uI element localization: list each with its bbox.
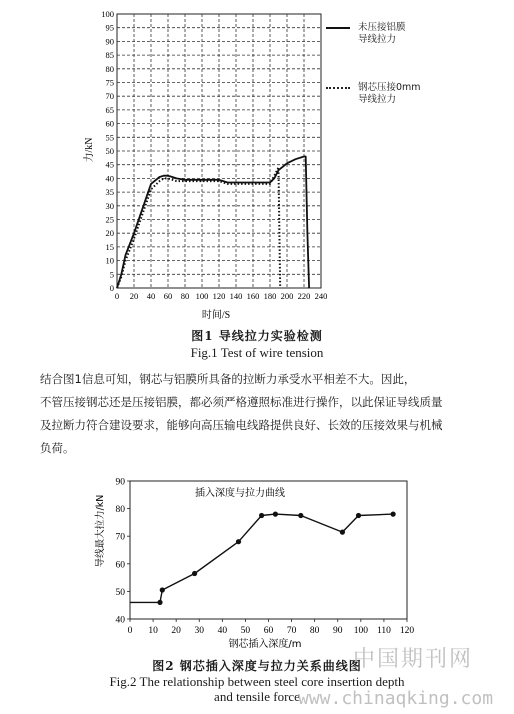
figure1-y-tick-label: 30 <box>105 200 114 211</box>
figure1-y-axis-label: 力/kN <box>84 137 95 163</box>
figure1-x-tick-label: 240 <box>314 291 328 301</box>
figure2-title: 插入深度与拉力曲线 <box>195 488 285 499</box>
figure2-data-point <box>259 513 264 518</box>
figure1-x-axis-label: 时间/S <box>201 310 231 321</box>
figure2-x-tick-label: 110 <box>376 626 391 636</box>
figure2-y-tick-label: 40 <box>115 615 125 626</box>
body-paragraph-line: 及拉断力符合建设要求，能够向高压输电线路提供良好、长效的压接效果与机械 <box>40 418 443 432</box>
figure1-y-tick-label: 35 <box>105 187 114 198</box>
figure2-series-line <box>130 514 393 602</box>
figure1-y-tick-label: 75 <box>105 77 114 88</box>
watermark-logo-cn: 中国期刊网 <box>353 647 474 672</box>
figure1-y-tick-label: 40 <box>105 173 114 184</box>
figure1-y-tick-label: 80 <box>105 63 114 74</box>
figure1-y-tick-label: 20 <box>105 228 114 239</box>
figure1-chart <box>0 0 514 325</box>
figure1-y-tick-label: 50 <box>105 146 114 156</box>
figure1-x-tick-label: 20 <box>129 291 139 301</box>
figure2-x-tick-label: 90 <box>333 626 343 636</box>
figure1-x-tick-label: 160 <box>246 291 260 301</box>
figure2-plot-frame <box>130 481 407 619</box>
figure2-y-tick-label: 70 <box>115 532 125 543</box>
figure2-data-point <box>298 513 303 518</box>
figure2-x-tick-label: 70 <box>286 626 297 636</box>
legend-item-dotted <box>358 82 421 106</box>
figure1-x-tick-label: 40 <box>146 291 156 301</box>
body-paragraph-line: 不管压接钢芯还是压接铝膜，都必须严格遵照标准进行操作，以此保证导线质量 <box>40 395 443 409</box>
figure2-y-tick-label: 50 <box>115 587 125 598</box>
figure2-y-tick-label: 60 <box>115 560 125 571</box>
figure1-series-dotted-line <box>117 167 280 288</box>
figure1-y-tick-label: 5 <box>109 269 114 280</box>
figure2-x-tick-label: 10 <box>148 626 158 636</box>
legend-dotted-line-swatch <box>326 87 350 89</box>
figure2-data-point <box>273 512 278 517</box>
figure2-data-point <box>157 600 162 605</box>
figure1-x-tick-label: 180 <box>263 291 277 301</box>
figure1-y-tick-label: 100 <box>101 9 114 19</box>
figure1-x-tick-label: 120 <box>212 291 226 301</box>
body-paragraph-line: 结合图1信息可知，钢芯与铝膜所具备的拉断力承受水平相差不大。因此， <box>40 372 416 386</box>
figure2-y-tick-label: 80 <box>115 505 125 516</box>
legend-label-line1: 钢芯压接0mm <box>358 82 421 93</box>
figure1-y-tick-label: 15 <box>105 241 114 252</box>
figure2-data-point <box>236 539 241 544</box>
figure1-y-tick-label: 25 <box>105 214 114 225</box>
figure1-x-tick-label: 80 <box>180 291 190 301</box>
legend-label-line2: 导线拉力 <box>358 94 397 105</box>
legend-label-line1: 未压接铝膜 <box>358 22 406 33</box>
figure1-y-tick-label: 45 <box>105 159 114 170</box>
figure2-x-tick-label: 0 <box>127 626 133 636</box>
figure2-x-tick-label: 40 <box>217 626 228 636</box>
figure1-caption-cn: 图1 导线拉力实验检测 <box>191 329 323 343</box>
figure2-data-point <box>160 587 165 592</box>
figure1-x-tick-label: 220 <box>297 291 311 301</box>
figure1-x-tick-label: 200 <box>280 291 294 301</box>
figure1-y-tick-label: 55 <box>105 132 114 143</box>
figure2-data-point <box>340 530 345 535</box>
figure2-y-tick-label: 90 <box>115 477 125 488</box>
figure2-data-point <box>391 512 396 517</box>
figure2-x-tick-label: 20 <box>171 626 181 636</box>
figure2-x-tick-label: 120 <box>399 626 415 636</box>
legend-label-line2: 导线拉力 <box>358 34 397 45</box>
legend-item-solid <box>358 22 406 46</box>
legend-solid-line-swatch <box>326 27 350 29</box>
figure2-data-point <box>192 571 197 576</box>
figure1-x-tick-label: 60 <box>163 291 173 301</box>
figure1-y-tick-label: 0 <box>109 283 114 293</box>
figure1-x-tick-label: 140 <box>229 291 243 301</box>
figure1-x-tick-label: 0 <box>114 291 120 301</box>
figure2-chart <box>0 465 514 655</box>
figure2-x-tick-label: 60 <box>263 626 274 636</box>
figure1-caption-en: Fig.1 Test of wire tension <box>190 345 324 360</box>
watermark-url: www.chinaqking.com <box>298 688 494 709</box>
figure1-y-tick-label: 85 <box>105 50 114 61</box>
figure1-x-tick-label: 100 <box>195 291 209 301</box>
figure2-x-tick-label: 80 <box>309 626 320 636</box>
figure2-caption-en-line1: Fig.2 The relationship between steel core insertion depth <box>109 674 405 689</box>
figure1-y-tick-label: 60 <box>105 118 114 129</box>
figure2-data-point <box>356 513 361 518</box>
figure1-y-tick-label: 95 <box>105 22 114 33</box>
figure1-y-tick-label: 90 <box>105 36 114 47</box>
figure2-x-tick-label: 30 <box>194 626 204 636</box>
figure1-y-tick-label: 70 <box>105 91 114 102</box>
figure2-caption-en-line2: and tensile force <box>214 689 300 704</box>
body-paragraph-line: 负荷。 <box>40 441 75 455</box>
figure2-x-tick-label: 100 <box>353 626 368 636</box>
figure1-y-tick-label: 65 <box>105 104 114 115</box>
figure2-x-axis-label: 钢芯插入深度/m <box>228 639 302 650</box>
figure1-y-tick-label: 10 <box>105 255 114 266</box>
figure2-x-tick-label: 50 <box>240 626 251 636</box>
figure2-y-axis-label: 导线最大拉力/kN <box>95 494 106 568</box>
figure2-caption-cn: 图2 钢芯插入深度与拉力关系曲线图 <box>152 659 362 673</box>
